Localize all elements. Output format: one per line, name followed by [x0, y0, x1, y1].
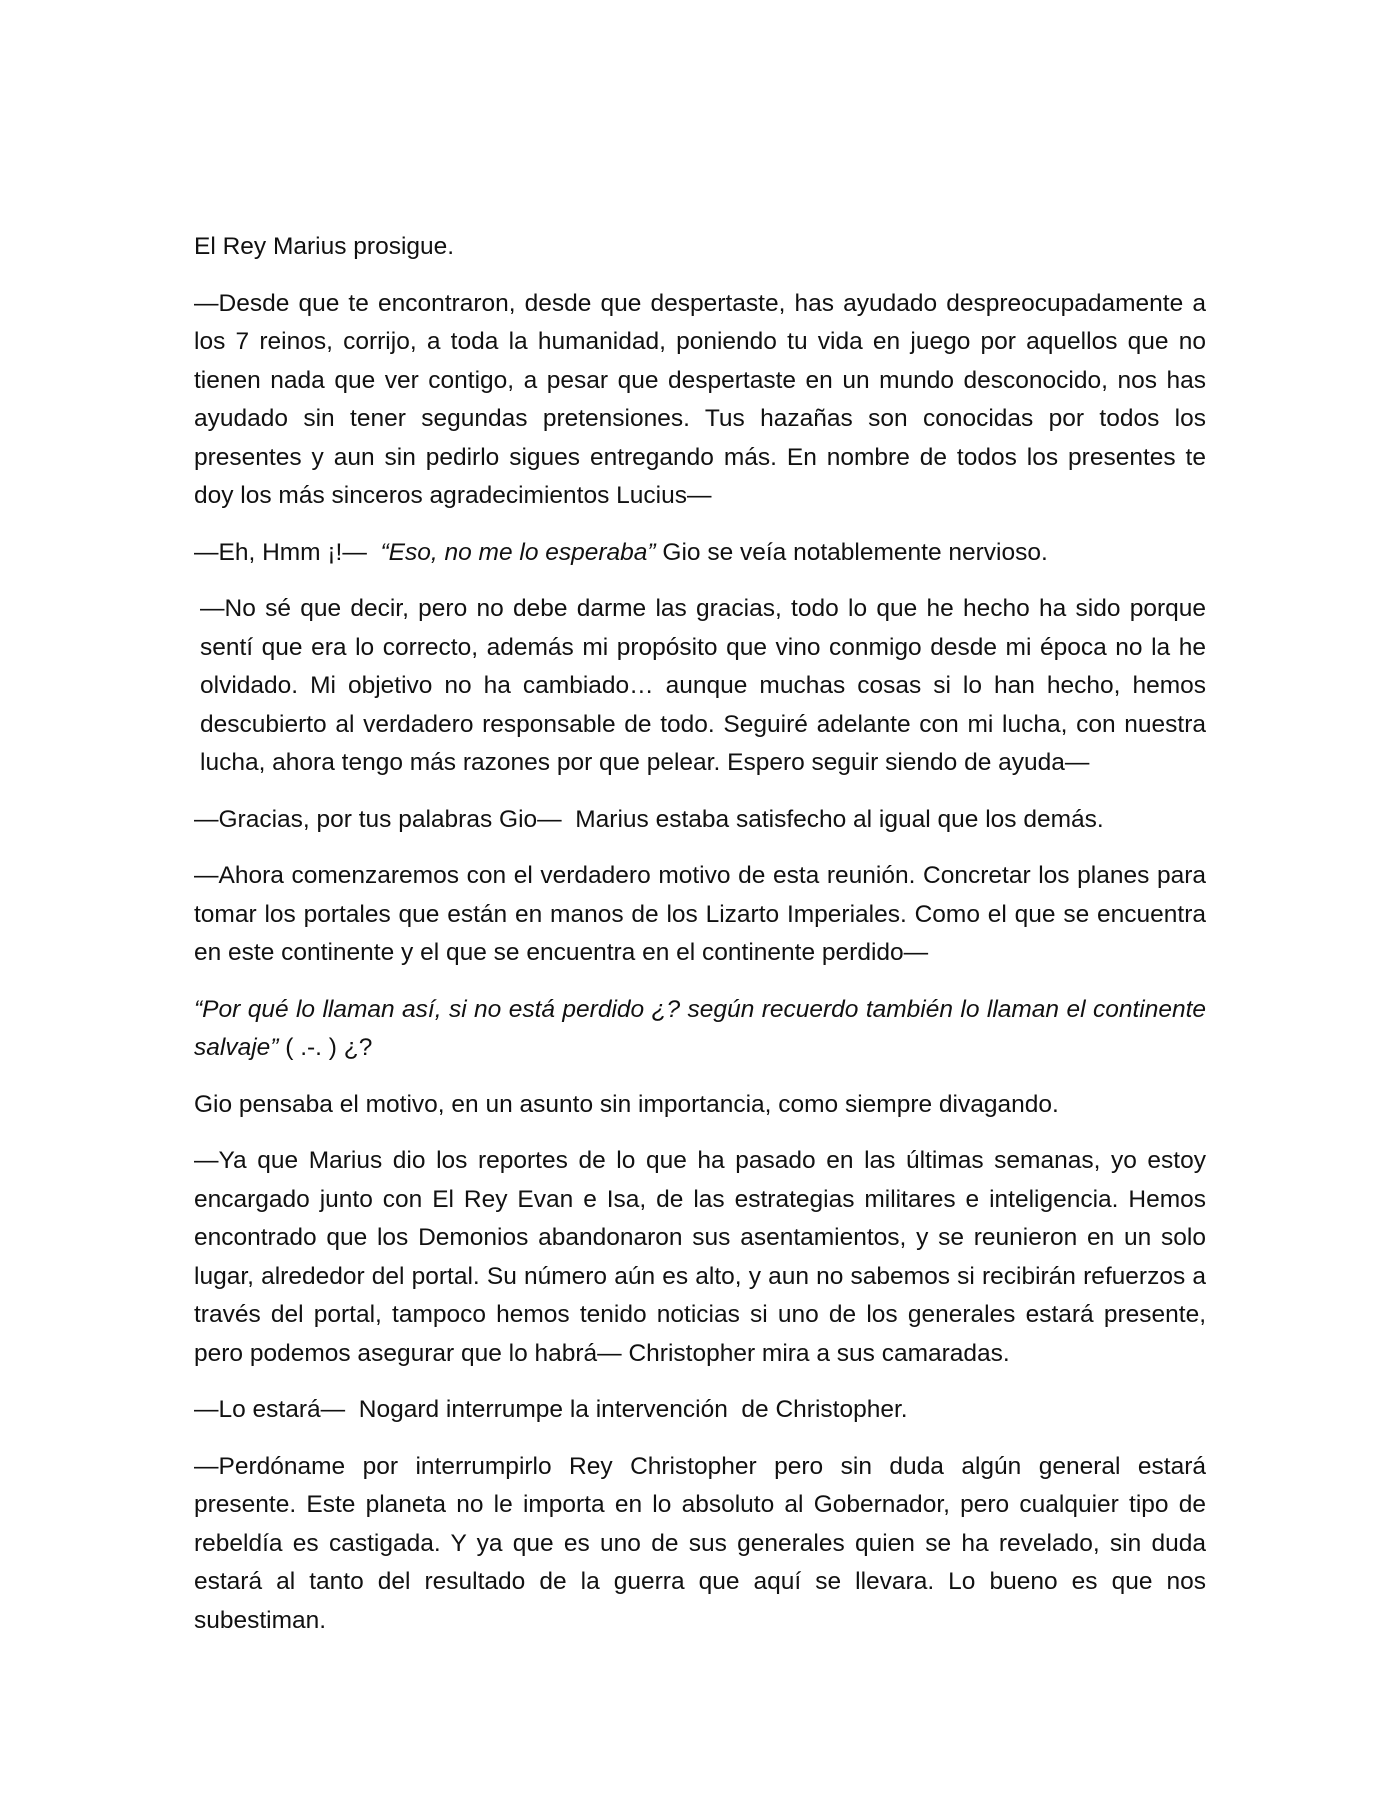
paragraph-4-text: —No sé que decir, pero no debe darme las gracias, todo lo que he hecho ha sido porque sentí que era lo correcto, además mi propósito que vino conmigo desde mi época no la he olvidado. Mi objetivo no ha cambiado… aunque muchas cosas si lo han hecho, hemos descubierto al verdadero responsable de todo. Seguiré adelante con mi lucha, con nuestra lucha, ahora tengo más razones por que pelear. Espero seguir siendo de ayuda— [200, 595, 1206, 776]
paragraph-7-emoticon: ( .-. ) ¿? [278, 1034, 373, 1061]
paragraph-3-thought: “Eso, no me lo esperaba” [380, 538, 656, 566]
paragraph-1-text: El Rey Marius prosigue. [194, 233, 455, 260]
paragraph-10 [194, 1391, 1206, 1430]
paragraph-11-text: —Perdóname por interrumpirlo Rey Christopher pero sin duda algún general estará presente. Este planeta no le importa en lo absoluto al Gobernador, pero cualquier tipo de rebeldía es castigada. Y ya que es uno de sus generales quien se ha revelado, sin duda estará al tanto del resultado de la guerra que aquí se llevara. Lo bueno es que nos subestiman. [194, 1452, 1206, 1634]
paragraph-9-text: —Ya que Marius dio los reportes de lo que ha pasado en las últimas semanas, yo estoy encargado junto con El Rey Evan e Isa, de las estrategias militares e inteligencia. Hemos encontrado que los Demonios abandonaron sus asentamientos, y se reunieron en un solo lugar, alrededor del portal. Su número aún es alto, y aun no sabemos si recibirán refuerzos a través del portal, tampoco hemos tenido noticias si uno de los generales estará presente, pero podemos asegurar que lo habrá— Christopher mira a sus camaradas. [194, 1147, 1206, 1367]
paragraph-3-dialogue: —Eh, Hmm ¡!— [194, 538, 381, 566]
paragraph-3-narration: Gio se veía notablemente nervioso. [655, 538, 1048, 566]
paragraph-11 [194, 1448, 1206, 1641]
paragraph-2-text: —Desde que te encontraron, desde que despertaste, has ayudado despreocupadamente a los 7 reinos, corrijo, a toda la humanidad, poniendo tu vida en juego por aquellos que no tienen nada que ver contigo, a pesar que despertaste en un mundo desconocido, nos has ayudado sin tener segundas pretensiones. Tus hazañas son conocidas por todos los presentes y aun sin pedirlo sigues entregando más. En nombre de todos los presentes te doy los más sinceros agradecimientos Lucius— [194, 289, 1206, 509]
paragraph-5 [194, 801, 1206, 840]
paragraph-8-text: Gio pensaba el motivo, en un asunto sin importancia, como siempre divagando. [194, 1090, 1059, 1118]
paragraph-9 [194, 1142, 1206, 1373]
paragraph-4 [194, 590, 1206, 783]
paragraph-1 [194, 228, 1206, 267]
document-body [194, 228, 1206, 1658]
paragraph-10-text: —Lo estará— Nogard interrumpe la intervención de Christopher. [194, 1396, 908, 1423]
paragraph-3 [194, 534, 1206, 573]
paragraph-6-text: —Ahora comenzaremos con el verdadero motivo de esta reunión. Concretar los planes para tomar los portales que están en manos de los Lizarto Imperiales. Como el que se encuentra en este continente y el que se encuentra en el continente perdido— [194, 862, 1206, 966]
paragraph-7 [194, 991, 1206, 1068]
paragraph-8 [194, 1086, 1206, 1125]
paragraph-6 [194, 857, 1206, 973]
paragraph-2 [194, 285, 1206, 516]
paragraph-5-text: —Gracias, por tus palabras Gio— Marius estaba satisfecho al igual que los demás. [194, 805, 1104, 833]
paragraph-7-thought: “Por qué lo llaman así, si no está perdido ¿? según recuerdo también lo llaman el continente salvaje” [194, 995, 1206, 1061]
